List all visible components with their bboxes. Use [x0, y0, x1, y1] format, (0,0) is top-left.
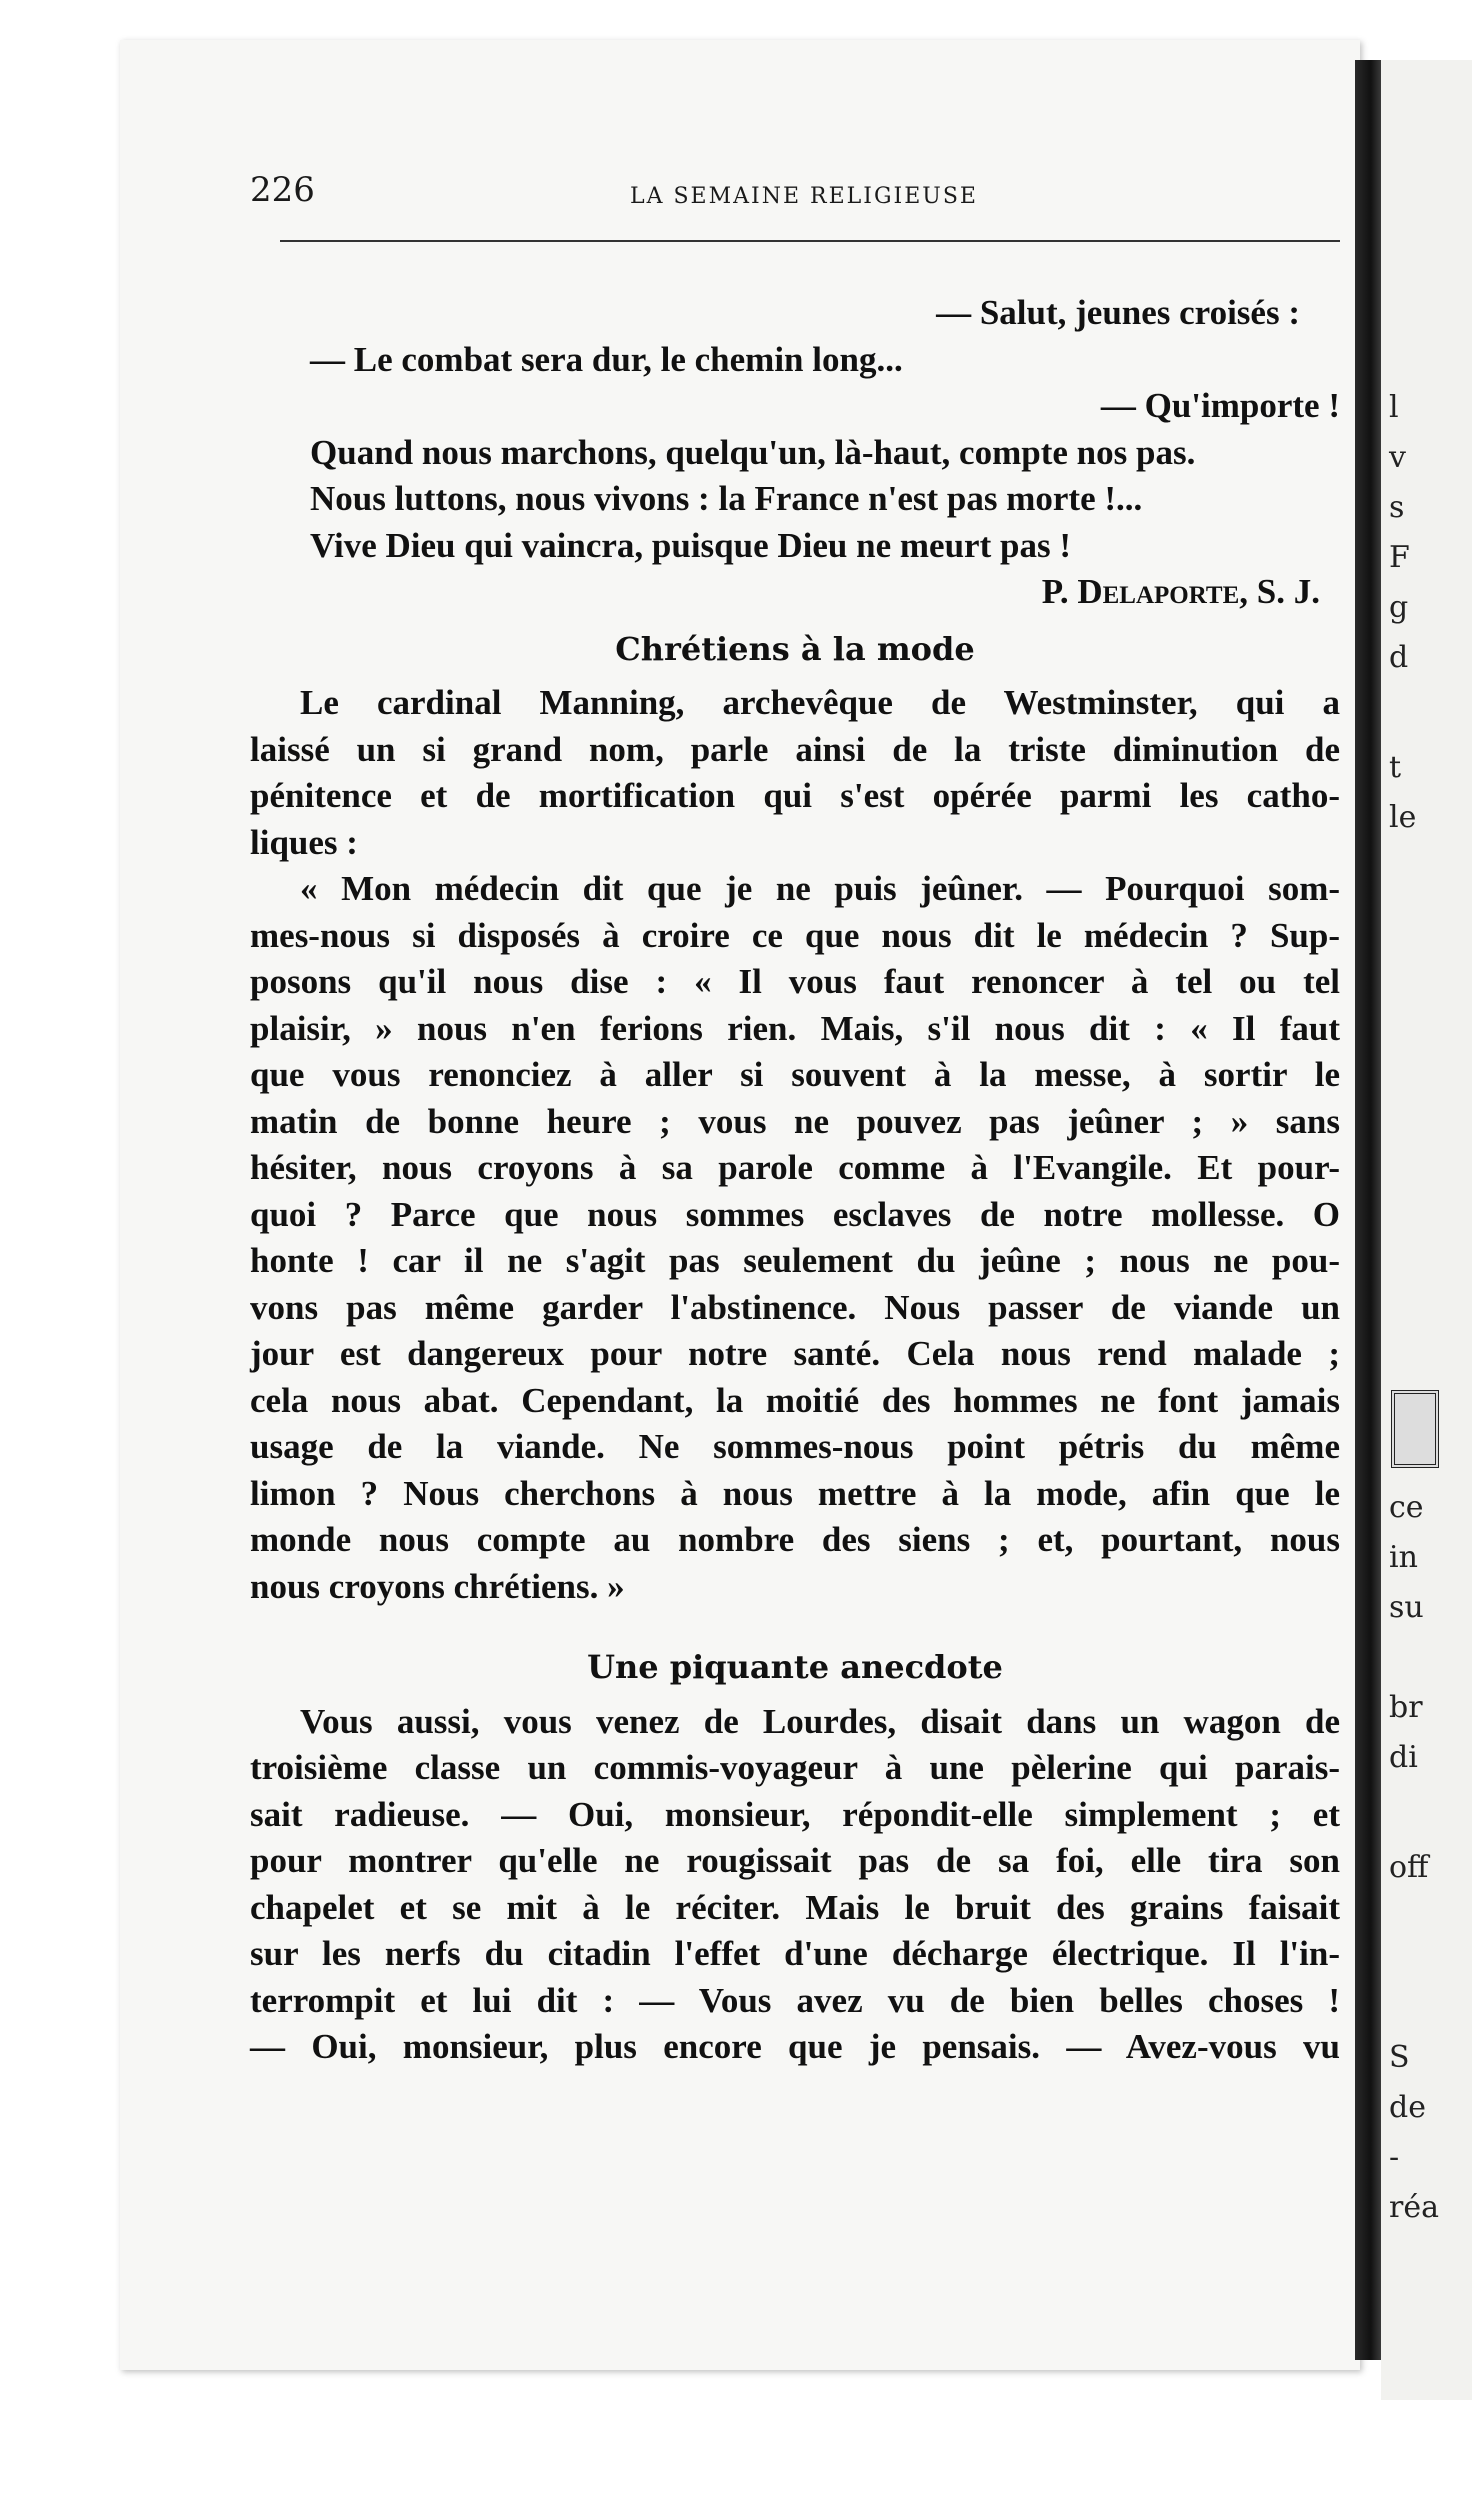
text-line: hésiter, nous croyons à sa parole comme à l'Evangile. Et pour-	[250, 1148, 1340, 1187]
text-line: « Mon médecin dit que je ne puis jeûner. — Pourquoi som-	[300, 869, 1340, 908]
text-line: jour est dangereux pour notre santé. Cela nous rend malade ;	[250, 1334, 1340, 1373]
text-line: chapelet et se mit à le réciter. Mais le bruit des grains faisait	[250, 1887, 1340, 1927]
next-page-fragment: -	[1389, 2140, 1400, 2175]
next-page-fragment: br	[1389, 1690, 1423, 1725]
poem-line: — Qu'importe !	[1100, 386, 1340, 425]
header-rule	[280, 240, 1340, 242]
text-line: mes-nous si disposés à croire ce que nous dit le médecin ? Sup-	[250, 915, 1340, 955]
text-line: laissé un si grand nom, parle ainsi de la triste diminution de	[250, 729, 1340, 769]
next-page-edge	[1381, 60, 1472, 2400]
page-header	[250, 170, 1350, 230]
next-page-fragment: g	[1389, 590, 1409, 625]
text-line: limon ? Nous cherchons à nous mettre à la mode, afin que le	[250, 1473, 1340, 1513]
next-page-fragment: S	[1389, 2040, 1410, 2075]
text-line: troisième classe un commis-voyageur à une pèlerine qui parais-	[250, 1748, 1340, 1787]
next-page-fragment: t	[1389, 750, 1402, 785]
next-page-fragment: ce	[1389, 1490, 1424, 1525]
section-title: Une piquante anecdote	[587, 1648, 1003, 1686]
text-line: Le cardinal Manning, archevêque de Westminster, qui a	[300, 683, 1340, 722]
next-page-fragment: su	[1389, 1590, 1424, 1625]
text-line: matin de bonne heure ; vous ne pouvez pas jeûner ; » sans	[250, 1101, 1340, 1141]
next-page-fragment: l	[1389, 390, 1399, 425]
text-line: pénitence et de mortification qui s'est opérée parmi les catho-	[250, 776, 1340, 815]
next-page-fragment: off	[1389, 1850, 1429, 1885]
text-line: usage de la viande. Ne sommes-nous point pétris du même	[250, 1427, 1340, 1466]
running-title: LA SEMAINE RELIGIEUSE	[630, 184, 978, 209]
poem-line: Vive Dieu qui vaincra, puisque Dieu ne meurt pas !	[310, 525, 1071, 565]
next-page-fragment: in	[1389, 1540, 1418, 1575]
text-line: Vous aussi, vous venez de Lourdes, disait dans un wagon de	[300, 1701, 1340, 1741]
next-page-fragment: le	[1389, 800, 1417, 835]
next-page-fragment: di	[1389, 1740, 1418, 1775]
section-gap	[250, 1610, 1340, 1634]
book-spine	[1355, 60, 1381, 2360]
text-line: nous croyons chrétiens. »	[250, 1566, 625, 1606]
text-line: plaisir, » nous n'en ferions rien. Mais, s'il nous dit : « Il faut	[250, 1008, 1340, 1048]
text-line: posons qu'il nous dise : « Il vous faut renoncer à tel ou tel	[250, 962, 1340, 1001]
text-line: quoi ? Parce que nous sommes esclaves de notre mollesse. O	[250, 1194, 1340, 1234]
poem-line: Quand nous marchons, quelqu'un, là-haut, compte nos pas.	[310, 432, 1196, 472]
text-line: honte ! car il ne s'agit pas seulement du jeûne ; nous ne pou-	[250, 1241, 1340, 1280]
text-line: terrompit et lui dit : — Vous avez vu de bien belles choses !	[250, 1980, 1340, 2020]
text-line: sait radieuse. — Oui, monsieur, répondit-elle simplement ; et	[250, 1794, 1340, 1834]
text-line: cela nous abat. Cependant, la moitié des hommes ne font jamais	[250, 1380, 1340, 1420]
text-line: monde nous compte au nombre des siens ; et, pourtant, nous	[250, 1520, 1340, 1559]
poem-line: — Salut, jeunes croisés :	[936, 293, 1300, 332]
text-line: vons pas même garder l'abstinence. Nous passer de viande un	[250, 1287, 1340, 1327]
next-page-fragment: F	[1389, 540, 1410, 575]
next-page-fragment: réa	[1389, 2190, 1439, 2225]
text-line: sur les nerfs du citadin l'effet d'une décharge électrique. Il l'in-	[250, 1934, 1340, 1973]
text-line: liques :	[250, 822, 358, 862]
text-line: pour montrer qu'elle ne rougissait pas de sa foi, elle tira son	[250, 1841, 1340, 1880]
page-body	[250, 290, 1340, 2071]
next-page-fragment: s	[1389, 490, 1405, 525]
next-page-ornament	[1391, 1390, 1439, 1468]
next-page-fragment: v	[1389, 440, 1406, 475]
text-line: que vous renonciez à aller si souvent à la messe, à sortir le	[250, 1055, 1340, 1094]
text-line: — Oui, monsieur, plus encore que je pensais. — Avez-vous vu	[250, 2027, 1340, 2066]
page-number: 226	[250, 170, 315, 210]
poem-signature: P. Delaporte, S. J.	[1041, 572, 1320, 611]
next-page-fragment: de	[1389, 2090, 1426, 2125]
poem-line: Nous luttons, nous vivons : la France n'est pas morte !...	[310, 479, 1143, 518]
section-title: Chrétiens à la mode	[615, 629, 975, 668]
poem-line: — Le combat sera dur, le chemin long...	[310, 339, 903, 379]
next-page-fragment: d	[1389, 640, 1409, 675]
